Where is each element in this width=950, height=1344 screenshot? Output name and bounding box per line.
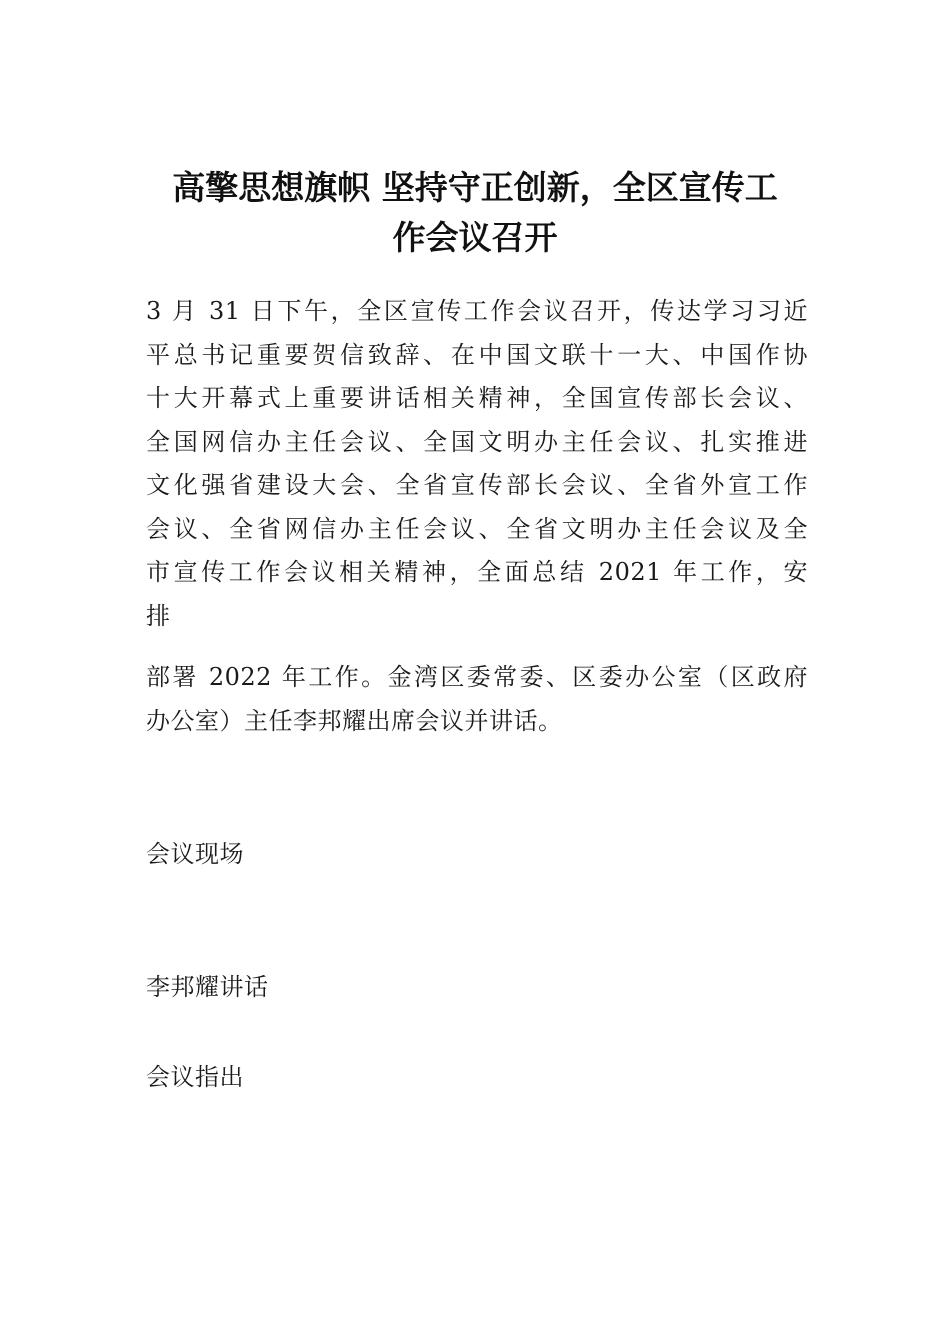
- caption-speech: 李邦耀讲话: [146, 973, 269, 1001]
- caption-meeting-notes: 会议指出: [146, 1063, 244, 1091]
- paragraph-line: 会议、全省网信办主任会议、全省文明办主任会议及全: [146, 514, 808, 543]
- paragraph-line: 市宣传工作会议相关精神，全面总结 2021 年工作，安: [146, 558, 808, 586]
- second-paragraph: [146, 656, 808, 743]
- paragraph-line: 办公室）主任李邦耀出席会议并讲话。: [146, 706, 563, 735]
- title-line-1: 高擎思想旗帜 坚持守正创新，全区宣传工: [172, 168, 778, 207]
- paragraph-line: 排: [146, 601, 171, 630]
- paragraph-line: 3 月 31 日下午，全区宣传工作会议召开，传达学习习近: [146, 297, 808, 325]
- paragraph-line: 文化强省建设大会、全省宣传部长会议、全省外宣工作: [146, 471, 808, 499]
- article-title: [140, 163, 810, 263]
- paragraph-line: 十大开幕式上重要讲话相关精神，全国宣传部长会议、: [146, 384, 808, 412]
- paragraph-line: 全国网信办主任会议、全国文明办主任会议、扎实推进: [146, 427, 808, 456]
- title-line-2: 作会议召开: [392, 218, 558, 257]
- paragraph-line: 部署 2022 年工作。金湾区委常委、区委办公室（区政府: [146, 663, 808, 691]
- paragraph-line: 平总书记重要贺信致辞、在中国文联十一大、中国作协: [146, 340, 808, 369]
- intro-paragraph: [146, 290, 808, 638]
- caption-meeting-scene: 会议现场: [146, 840, 244, 868]
